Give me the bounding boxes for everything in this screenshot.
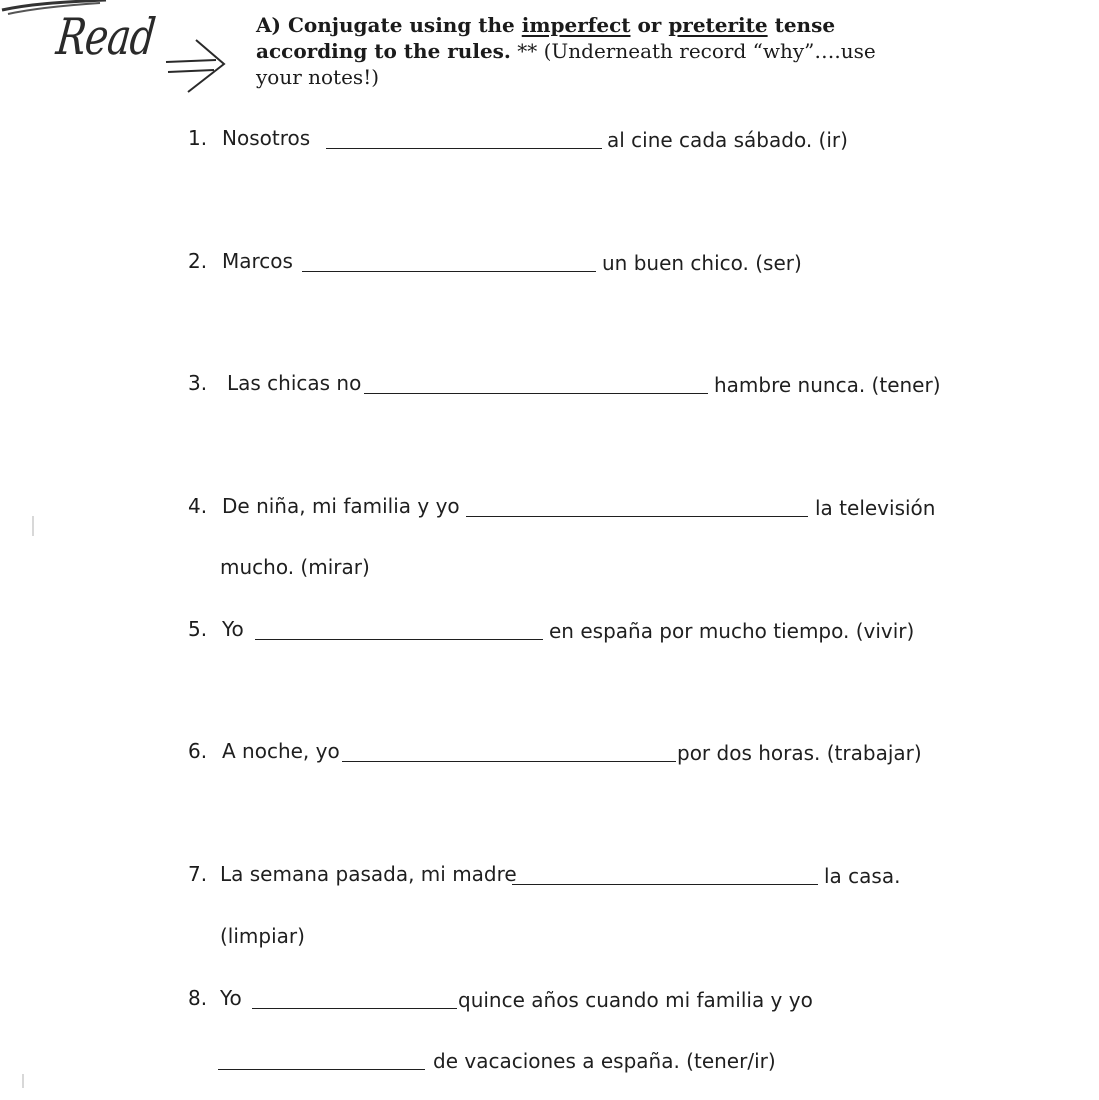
item-line2-after: de vacaciones a españa. (tener/ir)	[433, 1049, 776, 1073]
item-number: 6.	[188, 739, 208, 763]
item-text-before: Nosotros	[222, 126, 311, 150]
item-text-after: por dos horas. (trabajar)	[677, 741, 922, 765]
answer-blank[interactable]	[466, 516, 808, 517]
item-number: 3.	[188, 371, 208, 395]
answer-blank[interactable]	[302, 271, 596, 272]
item-text-after: la casa.	[824, 864, 901, 888]
item-text-before: De niña, mi familia y yo	[222, 494, 460, 518]
item-text-before: A noche, yo	[222, 739, 340, 763]
instructions-notes: your notes!)	[256, 65, 380, 89]
item-text-before: Las chicas no	[227, 371, 362, 395]
instructions-line-3	[256, 64, 976, 90]
item-text-after: quince años cuando mi familia y yo	[458, 988, 813, 1012]
item-text-after: hambre nunca. (tener)	[714, 373, 941, 397]
instructions-suffix: tense	[767, 13, 836, 37]
item-text-after: al cine cada sábado. (ir)	[607, 128, 848, 152]
term-preterite: preterite	[668, 13, 768, 37]
scan-mark	[22, 1074, 24, 1088]
instructions-rules: according to the rules.	[256, 39, 511, 63]
answer-blank[interactable]	[326, 148, 602, 149]
item-continuation: mucho. (mirar)	[220, 555, 370, 579]
instructions-prefix: A) Conjugate using the	[256, 13, 522, 37]
answer-blank[interactable]	[252, 1008, 457, 1009]
item-text-after: un buen chico. (ser)	[602, 251, 802, 275]
instructions-stars: **	[510, 39, 538, 63]
item-text-after: en españa por mucho tiempo. (vivir)	[549, 619, 915, 643]
answer-blank-2[interactable]	[218, 1069, 425, 1070]
instructions-header	[256, 12, 976, 90]
handwritten-read-word: Read	[53, 8, 158, 66]
answer-blank[interactable]	[364, 393, 708, 394]
item-text-after: la televisión	[815, 496, 936, 520]
item-text-before: Marcos	[222, 249, 293, 273]
instructions-line-2	[256, 38, 976, 64]
handwritten-arrow-icon	[164, 32, 230, 96]
item-text-before: Yo	[222, 617, 244, 641]
instructions-why-note: (Underneath record “why”….use	[537, 39, 876, 63]
item-text-before: Yo	[220, 986, 242, 1010]
item-continuation: (limpiar)	[220, 924, 305, 948]
answer-blank[interactable]	[255, 639, 543, 640]
handwritten-read-note	[53, 8, 240, 98]
item-number: 8.	[188, 986, 208, 1010]
answer-blank[interactable]	[342, 761, 676, 762]
item-text-before: La semana pasada, mi madre	[220, 862, 517, 886]
item-number: 5.	[188, 617, 208, 641]
instructions-connector: or	[630, 13, 669, 37]
item-number: 2.	[188, 249, 208, 273]
item-number: 1.	[188, 126, 208, 150]
answer-blank[interactable]	[512, 884, 818, 885]
item-number: 7.	[188, 862, 208, 886]
instructions-line-1	[256, 12, 976, 38]
item-number: 4.	[188, 494, 208, 518]
scan-mark	[32, 516, 34, 536]
term-imperfect: imperfect	[521, 13, 631, 37]
